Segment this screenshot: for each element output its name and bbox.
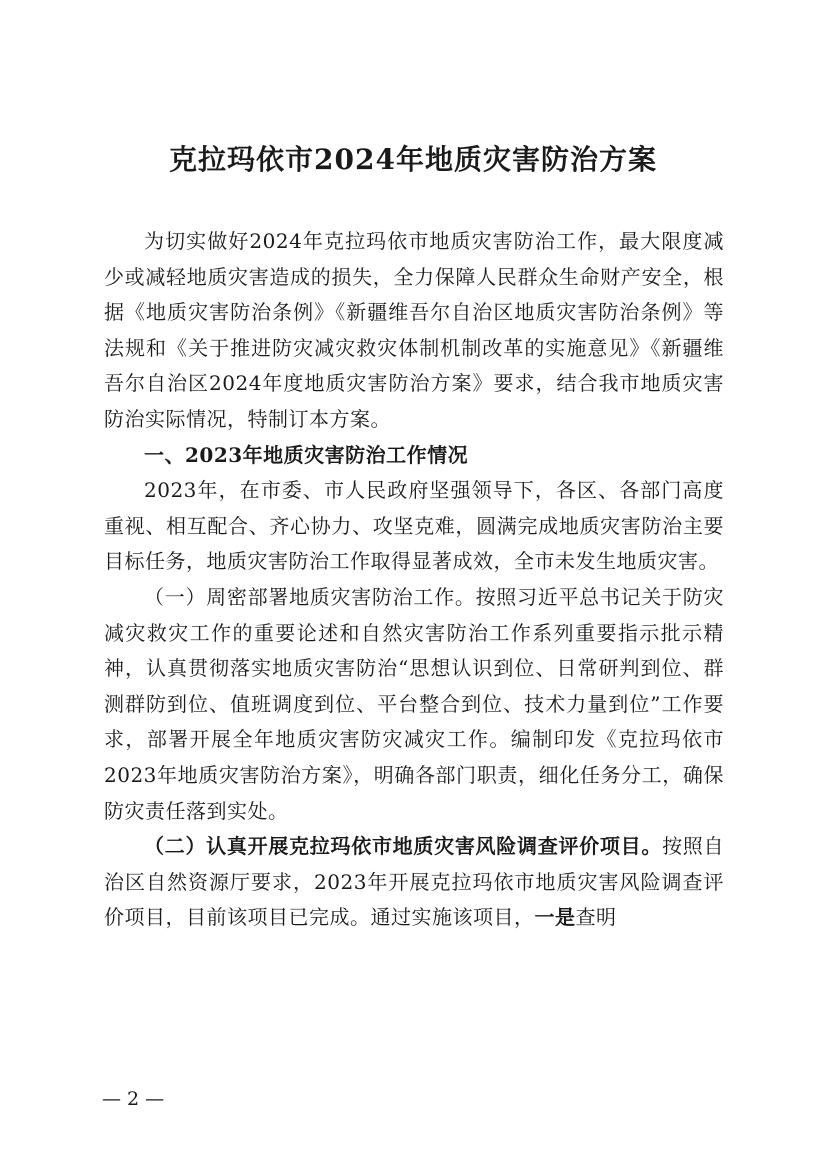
survey-paragraph — [104, 829, 724, 936]
document-title: 克拉玛依市2024年地质灾害防治方案 — [169, 143, 657, 176]
page-number: — 2 — — [102, 1088, 165, 1110]
section-heading-2023: 一、2023年地质灾害防治工作情况 — [144, 442, 469, 467]
deployment-paragraph — [104, 580, 724, 829]
subsection-heading-1: （一）周密部署地质灾害防治工作。 — [144, 584, 476, 609]
survey-paragraph-text: 按照自治区自然资源厅要求，2023年开展克拉玛依市地质灾害风险调查评价项目，目前该项目已完成。通过实施该项目， — [104, 834, 725, 930]
deployment-paragraph-text: 按照习近平总书记关于防灾减灾救灾工作的重要论述和自然灾害防治工作系列重要指示批示精神，认真贯彻落实地质灾害防治“思想认识到位、日常研判到位、群测群防到位、值班调度到位、平台整合到位、技术力量到位”工作要求，部署开展全年地质灾害防灾减灾工作。编制印发《克拉玛依市2023年地质灾害防治方案》，明确各部门职责，细化任务分工，确保防灾责任落到实处。 — [104, 584, 725, 823]
document-body — [104, 224, 724, 936]
survey-paragraph-end: 查明 — [575, 905, 617, 930]
subsection-heading-2: （二）认真开展克拉玛依市地质灾害风险调查评价项目。 — [144, 834, 663, 859]
survey-point-one-label: 一是 — [534, 905, 576, 930]
summary-paragraph-2023: 2023年，在市委、市人民政府坚强领导下，各区、各部门高度重视、相互配合、齐心协力、攻坚克难，圆满完成地质灾害防治主要目标任务，地质灾害防治工作取得显著成效，全市未发生地质灾害。 — [104, 478, 724, 574]
intro-paragraph: 为切实做好2024年克拉玛依市地质灾害防治工作，最大限度减少或减轻地质灾害造成的损失，全力保障人民群众生命财产安全，根据《地质灾害防治条例》《新疆维吾尔自治区地质灾害防治条例》等法规和《关于推进防灾减灾救灾体制机制改革的实施意见》《新疆维吾尔自治区2024年度地质灾害防治方案》要求，结合我市地质灾害防治实际情况，特制订本方案。 — [104, 229, 724, 431]
